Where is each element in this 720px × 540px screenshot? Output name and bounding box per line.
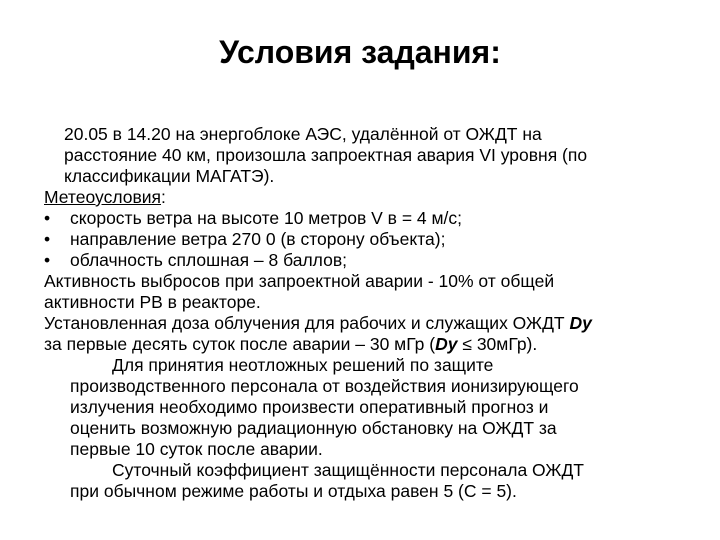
bullet-item (44, 229, 694, 250)
meteo-colon: : (161, 187, 166, 207)
bullet-icon: • (44, 229, 51, 249)
dose-symbol: Dy (435, 334, 458, 354)
coefficient-paragraph (44, 460, 694, 502)
text-line (44, 334, 694, 355)
text-line: Активность выбросов при запроектной аварии - 10% от общей (44, 271, 555, 291)
text-line: оценить возможную радиационную обстановку на ОЖДТ за (70, 418, 557, 438)
text-line: Для принятия неотложных решений по защите (112, 355, 494, 375)
text-line: производственного персонала от воздействия ионизирующего (70, 376, 579, 396)
dose-symbol: Dy (569, 313, 592, 333)
meteo-heading (44, 187, 694, 208)
bullet-icon: • (44, 208, 51, 228)
text-line: излучения необходимо произвести оперативный прогноз и (70, 397, 549, 417)
text-line (44, 313, 694, 334)
text-line: классификации МАГАТЭ). (64, 166, 275, 186)
bullet-text: скорость ветра на высоте 10 метров V в = 4 м/с; (70, 208, 463, 228)
text-line: расстояние 40 км, произошла запроектная авария VI уровня (по (64, 145, 588, 165)
slide-body (44, 124, 694, 502)
text-line: Суточный коэффициент защищённости персонала ОЖДТ (112, 460, 584, 480)
dose-line2-end: ≤ 30мГр). (457, 334, 538, 354)
text-line: первые 10 суток после аварии. (70, 439, 323, 459)
text-line: при обычном режиме работы и отдыха равен 5 (С = 5). (70, 481, 517, 501)
bullet-item (44, 250, 694, 271)
text-line: активности РВ в реакторе. (44, 292, 261, 312)
slide-title: Условия задания: (219, 34, 501, 70)
bullet-text: направление ветра 270 0 (в сторону объекта); (70, 229, 446, 249)
dose-line2-text: за первые десять суток после аварии – 30 мГр ( (44, 334, 436, 354)
meteo-label: Метеоусловия (44, 187, 162, 207)
activity-paragraph (44, 271, 694, 313)
decision-paragraph (44, 355, 694, 460)
text-line: 20.05 в 14.20 на энергоблоке АЭС, удалённой от ОЖДТ на (64, 124, 542, 144)
bullet-text: облачность сплошная – 8 баллов; (70, 250, 347, 270)
dose-paragraph (44, 313, 694, 355)
bullet-icon: • (44, 250, 51, 270)
bullet-item (44, 208, 694, 229)
incident-paragraph (44, 124, 694, 187)
dose-line1-text: Установленная доза облучения для рабочих и служащих ОЖДТ (44, 313, 570, 333)
